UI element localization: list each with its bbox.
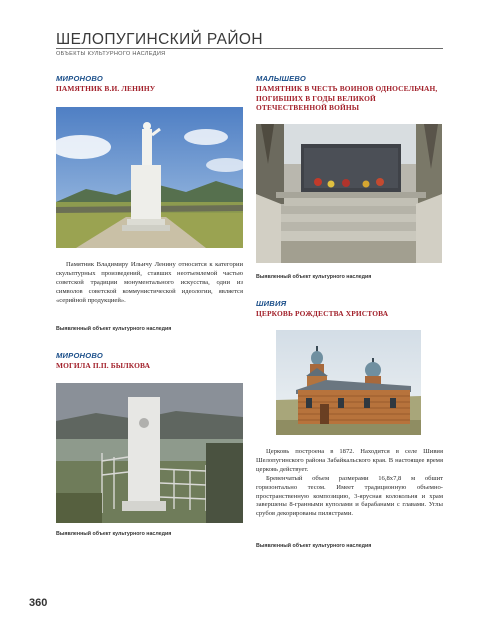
section-subtitle: ОБЪЕКТЫ КУЛЬТУРНОГО НАСЛЕДИЯ (56, 51, 166, 57)
entry-location: МИРОНОВО (56, 351, 103, 360)
heritage-status-note: Выявленный объект культурного наследия (256, 543, 372, 549)
war-memorial-photo (256, 124, 442, 263)
entry-location: МИРОНОВО (56, 74, 103, 83)
header-divider (56, 48, 443, 49)
heritage-status-note: Выявленный объект культурного наследия (56, 531, 172, 537)
heritage-status-note: Выявленный объект культурного наследия (256, 274, 372, 280)
lenin-monument-photo (56, 107, 243, 248)
entry-title: ПАМЯТНИК В.И. ЛЕНИНУ (56, 84, 156, 93)
description-paragraph: Памятник Владимиру Ильичу Ленину относится к категории скульптурных произведений, ставших неотъемлемой частью советской традиции монументального искусства, одни из символов советской коммунистической идеологии, является «серийной продукцией». (56, 261, 243, 304)
entry-title: МОГИЛА П.П. БЫЛКОВА (56, 361, 151, 370)
grave-photo (56, 383, 243, 523)
entry-description (56, 261, 243, 306)
entry-title: ЦЕРКОВЬ РОЖДЕСТВА ХРИСТОВА (256, 309, 389, 318)
section-title: ШЕЛОПУГИНСКИЙ РАЙОН (56, 31, 263, 48)
church-photo (276, 330, 421, 435)
description-paragraph: Бревенчатый объем размерами 16,8х7,8 м обшит горизонтально тесом. Имеет традиционную объемно-пространственную композицию, 3-ярусная колокольня и храм завершены 8-гранными куполами и барабанами с главами. Углы срубов декорированы пилястрами. (256, 474, 443, 518)
heritage-status-note: Выявленный объект культурного наследия (56, 326, 172, 332)
entry-title: ПАМЯТНИК В ЧЕСТЬ ВОИНОВ ОДНОСЕЛЬЧАН, ПОГИБШИХ В ГОДЫ ВЕЛИКОЙ ОТЕЧЕСТВЕННОЙ ВОЙНЫ (256, 84, 438, 113)
entry-location: ШИВИЯ (256, 299, 287, 308)
entry-location: МАЛЫШЕВО (256, 74, 307, 83)
page-number: 360 (29, 597, 48, 609)
entry-description (256, 448, 443, 519)
description-paragraph: Церковь построена в 1872. Находится в селе Шивия Шелопугинского района Забайкальского края. В настоящее время церковь действует. (256, 448, 443, 473)
